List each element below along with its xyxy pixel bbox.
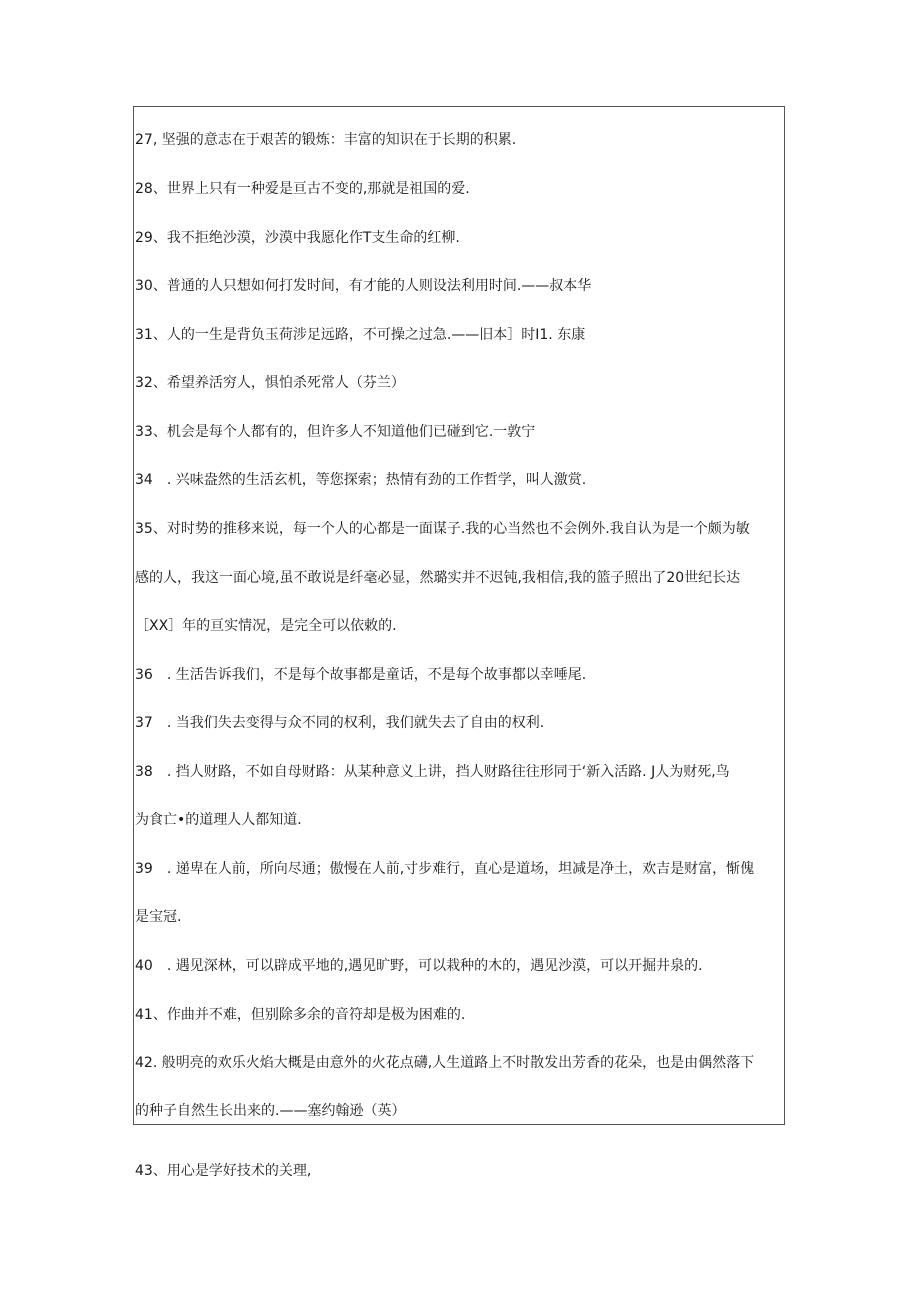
quote-line: 是宝冠. <box>135 909 182 925</box>
quote-line: 为食亡•的道理人人都知道. <box>135 812 302 828</box>
quote-line: 29、我不拒绝沙漠，沙漠中我愿化作T支生命的红柳. <box>135 230 460 246</box>
quote-line: 37 . 当我们失去变得与众不同的权利，我们就失去了自由的权利. <box>135 715 545 731</box>
quote-line: 41、作曲并不难，但别除多余的音符却是极为困难的. <box>135 1007 466 1023</box>
quote-line: 33、机会是每个人都有的，但许多人不知道他们已碰到它.一敦宁 <box>135 424 536 440</box>
quote-line: 35、对时势的推移来说，每一个人的心都是一面谋子.我的心当然也不会例外.我自认为是一个颇为敏 <box>135 521 750 537</box>
quote-line: 42. 般明亮的欢乐火焰大概是由意外的火花点礴,人生道路上不时散发出芳香的花朵，也是由偶然落下 <box>135 1055 755 1071</box>
quote-line: 30、普通的人只想如何打发时间，有才能的人则设法利用时间.——叔本华 <box>135 278 592 294</box>
quote-line: 32、希望养活穷人，惧怕杀死常人（芬兰） <box>135 375 405 391</box>
quote-line: 的种子自然生长出来的.——塞约翰逊（英） <box>135 1103 406 1119</box>
quote-line: 28、世界上只有一种爱是亘古不变的,那就是祖国的爱. <box>135 181 470 197</box>
quote-line-after-box: 43、用心是学好技术的关理, <box>135 1163 312 1179</box>
quote-line: 38 . 挡人财路，不如自母财路：从某种意义上讲，挡人财路往往形同于‘新入活路. J人为财死,鸟 <box>135 764 730 780</box>
quote-line: 34 . 兴味盎然的生活玄机，等您探索；热情有劲的工作哲学，叫人激赏. <box>135 472 587 488</box>
quote-line: ［XX］年的亘实情况，是完全可以依敕的. <box>135 618 397 634</box>
quote-line: 31、人的一生是背负玉荷涉足远路，不可操之过急.——旧本］时I1. 东康 <box>135 327 586 343</box>
quote-line: 36 . 生活告诉我们，不是每个故事都是童话，不是每个故事都以幸唾尾. <box>135 667 587 683</box>
quote-line: 40 . 遇见深林，可以辟成平地的,遇见旷野，可以栽种的木的，遇见沙漠，可以开掘井泉的. <box>135 958 703 974</box>
quote-line: 27, 坚强的意志在于艰苦的锻炼：丰富的知识在于长期的积累. <box>135 132 517 148</box>
quote-line: 感的人，我这一面心境,虽不敢说是纤毫必显，然璐实并不迟钝,我相信,我的篮子照出了20世纪长达 <box>135 570 741 586</box>
quote-line: 39 . 递卑在人前，所向尽通；傲慢在人前,寸步难行，直心是道场，坦减是净土，欢吉是财富，惭傀 <box>135 861 755 877</box>
